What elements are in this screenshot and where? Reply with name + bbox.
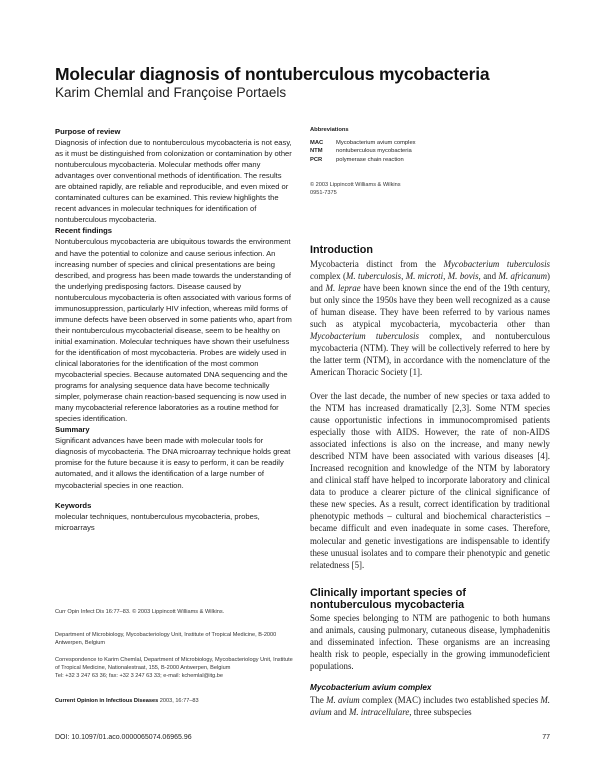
clinical-species-heading: Clinically important species of nontuberculous mycobacteria <box>310 586 466 612</box>
clinical-paragraph-1: Some species belonging to NTM are pathogenic to both humans and animals, causing pulmonary, cutaneous disease, lymphadenitis and disseminated infection. These organisms are an increasing health risk to people, especially in the growing immunodeficient populations. <box>310 612 550 671</box>
journal-reference <box>55 698 293 704</box>
abbreviations-box <box>310 126 550 164</box>
correspondence <box>55 657 293 680</box>
citation-line: Curr Opin Infect Dis 16:77–83. © 2003 Lippincott Williams & Wilkins. <box>55 609 225 615</box>
abbreviation-key: NTM <box>310 148 323 155</box>
affiliation: Department of Microbiology, Mycobacteriology Unit, Institute of Tropical Medicine, B-2000 Antwerpen, Belgium <box>55 632 277 646</box>
article-authors: Karim Chemlal and Françoise Portaels <box>55 85 287 100</box>
purpose-heading: Purpose of review <box>55 127 121 136</box>
abbreviation-row <box>310 139 416 147</box>
doi: DOI: 10.1097/01.aco.0000065074.06965.96 <box>55 734 192 741</box>
keywords-text: molecular techniques, nontuberculous mycobacteria, probes, microarrays <box>55 511 260 532</box>
abbreviation-value: polymerase chain reaction <box>336 156 404 163</box>
article-body <box>310 244 550 718</box>
abstract <box>55 126 293 533</box>
mac-heading: Mycobacterium avium complex <box>310 682 432 692</box>
issn: 0951-7375 <box>310 189 337 196</box>
copyright-line: © 2003 Lippincott Williams & Wilkins <box>310 182 401 188</box>
abbreviation-row <box>310 147 416 155</box>
journal-name: Current Opinion in Infectious Diseases <box>55 698 159 704</box>
abbreviations-heading: Abbreviations <box>310 127 349 133</box>
correspondence-address: Correspondence to Karim Chemlal, Department of Microbiology, Mycobacteriology Unit, Institute of Tropical Medicine, Nationalestraat, 155, B-2000 Antwerpen, Belgium <box>55 657 293 671</box>
correspondence-contact: Tel: +32 3 247 63 36; fax: +32 3 247 63 33; e-mail: kchemlal@itg.be <box>55 672 224 679</box>
introduction-heading: Introduction <box>310 244 373 256</box>
abbreviation-value: Mycobacterium avium complex <box>336 140 416 147</box>
purpose-text: Diagnosis of infection due to nontuberculous mycobacteria is not easy, as it must be distinguished from colonization or contamination by other nontuberculous mycobacteria. Molecular methods offer many advantages over conventional methods of identification. The results are obtained rapidly, are reliable and reproducible, and even mixed or contaminated cultures can be examined. This review highlights the recent advances in molecular techniques for identification of nontuberculous mycobacteria. <box>55 138 292 225</box>
abbreviation-key: PCR <box>310 156 323 163</box>
summary-text: Significant advances have been made with molecular tools for diagnosis of mycobacteria. The DNA microarray technique holds great promise for the future because it is easy to perform, it can be readily automated, and it allows the identification of a large number of mycobacterial species in one reaction. <box>55 436 291 490</box>
copyright-block <box>310 182 550 198</box>
abbreviation-key: MAC <box>310 140 324 147</box>
findings-heading: Recent findings <box>55 226 112 236</box>
keywords-heading: Keywords <box>55 500 92 510</box>
intro-paragraph-2: Over the last decade, the number of new species or taxa added to the NTM has increased dramatically [2,3]. Some NTM species cause opportunistic infections in immunocompromised patients especially those with AIDS. However, the rate of non-AIDS associated infections is also on the increase, and many newly described NTM have been associated with various diseases [4]. Increased recognition and knowledge of the NTM by laboratory and clinical staff have helped to incorporate laboratory and clinical data to produce a clearer picture of the clinical significance of these new species. As a result, correct identification by traditional phenotypic methods – cultural and biochemical characteristics – became difficult and even inadequate in some cases. Therefore, molecular and genetic investigations are indispensable to identify these unusual isolates and to compare their phenotypic and genetic relatedness [5]. <box>310 390 550 570</box>
journal-volume-pages: 2003, 16:77–83 <box>159 698 199 704</box>
mac-paragraph-1: The M. avium complex (MAC) includes two established species M. avium and M. intracellulare, three subspecies <box>310 694 550 717</box>
page-number: 77 <box>542 734 550 741</box>
abbreviation-value: nontuberculous mycobacteria <box>336 148 412 155</box>
summary-heading: Summary <box>55 425 90 435</box>
intro-paragraph-1: Mycobacteria distinct from the Mycobacterium tuberculosis complex (M. tuberculosis, M. microti, M. bovis, and M. africanum) and M. leprae have been known since the end of the 19th century, but only since the 1950s have they been well recognized as a cause of human disease. They have been referred to by various names such as atypical mycobacteria, mycobacteria other than Mycobacterium tuberculosis complex, and nontuberculous mycobacteria (NTM). They will be collectively referred to here by the latter term (NTM), in accordance with the nomenclature of the American Thoracic Society [1]. <box>310 258 550 377</box>
article-title: Molecular diagnosis of nontuberculous mycobacteria <box>55 64 490 84</box>
abbreviation-row <box>310 156 416 164</box>
findings-text: Nontuberculous mycobacteria are ubiquitous towards the environment and have the potential to colonize and cause serious infection. An increasing number of species and clinical presentations are being described, and progress has been made towards the understanding of the underlying predisposing factors. Disease caused by nontuberculous mycobacteria is often associated with various forms of immunosuppression, particularly HIV infection, whereas mild forms of immune defects have been observed in some patients who, apart from their nontuberculous mycobacterial disease, seem to be healthy on initial examination. Molecular techniques have shown their usefulness for the identification of most mycobacteria. Probes are widely used in clinical laboratories for the identification of the most common mycobacterial species. Because automated DNA sequencing and the programs for analysing sequence data have become technically simpler, polymerase chain reaction-based sequencing is now used in many mycobacterial reference laboratories as a routine method for species identification. <box>55 237 292 424</box>
